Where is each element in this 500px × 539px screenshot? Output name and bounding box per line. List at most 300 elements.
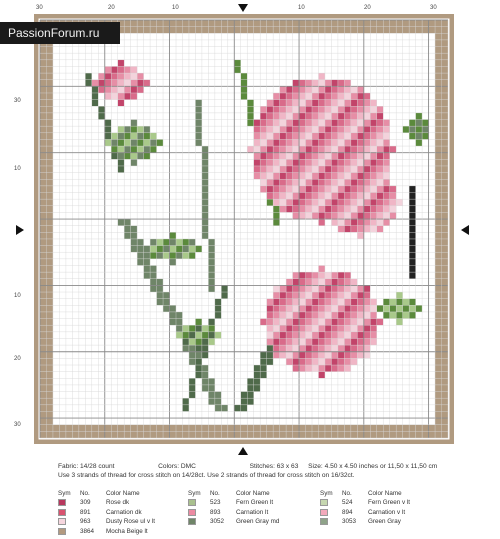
border-stitch — [435, 73, 441, 80]
petal-stitch — [280, 305, 286, 312]
border-stitch — [442, 319, 448, 326]
border-stitch — [40, 53, 46, 60]
ruler-label: 30 — [36, 5, 43, 11]
stem-stitch — [202, 179, 208, 186]
border-stitch — [98, 431, 104, 438]
stem-stitch — [273, 206, 279, 213]
petal-stitch — [267, 193, 273, 200]
border-stitch — [92, 431, 98, 438]
stem-stitch — [241, 405, 247, 412]
stem-stitch — [98, 113, 104, 120]
petal-stitch — [331, 120, 337, 127]
border-stitch — [150, 20, 156, 27]
stem-stitch — [150, 279, 156, 286]
petal-stitch — [357, 146, 363, 153]
scale-stitch — [409, 272, 415, 279]
petal-stitch — [344, 173, 350, 180]
petal-stitch — [325, 120, 331, 127]
petal-stitch — [280, 332, 286, 339]
petal-stitch — [364, 186, 370, 193]
border-stitch — [195, 431, 201, 438]
petal-stitch — [357, 100, 363, 107]
no-header: No. — [80, 490, 90, 497]
border-stitch — [40, 425, 46, 432]
border-stitch — [377, 20, 383, 27]
border-stitch — [442, 206, 448, 213]
petal-stitch — [280, 352, 286, 359]
petal-stitch — [331, 133, 337, 140]
petal-stitch — [312, 126, 318, 133]
petal-stitch — [111, 80, 117, 87]
leaf-stitch — [170, 259, 176, 266]
petal-stitch — [344, 279, 350, 286]
petal-stitch — [344, 193, 350, 200]
petal-stitch — [351, 325, 357, 332]
petal-stitch — [124, 80, 130, 87]
border-stitch — [46, 120, 52, 127]
petal-stitch — [254, 153, 260, 160]
petal-stitch — [370, 206, 376, 213]
border-stitch — [40, 47, 46, 54]
petal-stitch — [260, 126, 266, 133]
petal-stitch — [312, 166, 318, 173]
border-stitch — [46, 212, 52, 219]
leaf-stitch — [182, 246, 188, 253]
ruler-label: 10 — [298, 5, 305, 11]
petal-stitch — [325, 106, 331, 113]
petal-stitch — [299, 365, 305, 372]
petal-stitch — [286, 206, 292, 213]
border-stitch — [435, 378, 441, 385]
petal-stitch — [299, 325, 305, 332]
petal-stitch — [306, 146, 312, 153]
petal-stitch — [293, 86, 299, 93]
border-stitch — [435, 332, 441, 339]
petal-stitch — [318, 358, 324, 365]
petal-stitch — [338, 352, 344, 359]
border-stitch — [208, 425, 214, 432]
name-header: Color Name — [368, 490, 402, 497]
border-stitch — [409, 431, 415, 438]
border-stitch — [170, 27, 176, 34]
border-stitch — [40, 312, 46, 319]
border-stitch — [105, 425, 111, 432]
center-bottom-arrow-icon — [238, 447, 248, 455]
leaf-stitch — [409, 305, 415, 312]
petal-stitch — [338, 299, 344, 306]
border-stitch — [409, 425, 415, 432]
stem-stitch — [208, 265, 214, 272]
petal-stitch — [267, 126, 273, 133]
border-stitch — [150, 27, 156, 34]
petal-stitch — [364, 173, 370, 180]
petal-stitch — [280, 312, 286, 319]
color-swatch — [188, 509, 196, 516]
petal-stitch — [260, 113, 266, 120]
petal-stitch — [273, 139, 279, 146]
petal-stitch — [318, 86, 324, 93]
stem-stitch — [202, 199, 208, 206]
petal-stitch — [338, 312, 344, 319]
border-stitch — [383, 431, 389, 438]
petal-stitch — [331, 159, 337, 166]
leaf-stitch — [383, 312, 389, 319]
stem-stitch — [157, 299, 163, 306]
petal-stitch — [293, 126, 299, 133]
petal-stitch — [325, 292, 331, 299]
petal-stitch — [293, 166, 299, 173]
petal-stitch — [260, 166, 266, 173]
petal-stitch — [98, 80, 104, 87]
border-stitch — [228, 27, 234, 34]
petal-stitch — [273, 345, 279, 352]
petal-stitch — [357, 139, 363, 146]
border-stitch — [40, 332, 46, 339]
border-stitch — [40, 93, 46, 100]
border-stitch — [40, 100, 46, 107]
border-stitch — [377, 431, 383, 438]
stem-stitch — [202, 186, 208, 193]
petal-stitch — [383, 206, 389, 213]
petal-stitch — [306, 272, 312, 279]
stem-stitch — [260, 372, 266, 379]
petal-stitch — [293, 173, 299, 180]
border-stitch — [299, 20, 305, 27]
petal-stitch — [306, 166, 312, 173]
stem-stitch — [170, 319, 176, 326]
border-stitch — [46, 199, 52, 206]
border-stitch — [442, 40, 448, 47]
petal-stitch — [306, 133, 312, 140]
petal-stitch — [344, 139, 350, 146]
border-stitch — [435, 93, 441, 100]
color-swatch — [58, 518, 66, 525]
stem-stitch — [195, 133, 201, 140]
petal-stitch — [280, 338, 286, 345]
petal-stitch — [247, 146, 253, 153]
petal-stitch — [338, 358, 344, 365]
petal-stitch — [357, 352, 363, 359]
petal-stitch — [370, 186, 376, 193]
border-stitch — [182, 431, 188, 438]
border-stitch — [435, 166, 441, 173]
leaf-stitch — [416, 139, 422, 146]
leaf-stitch — [403, 305, 409, 312]
border-stitch — [435, 66, 441, 73]
petal-stitch — [383, 212, 389, 219]
petal-stitch — [377, 159, 383, 166]
leaf-stitch — [131, 153, 137, 160]
petal-stitch — [306, 299, 312, 306]
border-stitch — [118, 425, 124, 432]
border-stitch — [124, 20, 130, 27]
petal-stitch — [273, 325, 279, 332]
petal-stitch — [312, 345, 318, 352]
stem-stitch — [105, 133, 111, 140]
petal-stitch — [370, 325, 376, 332]
leaf-stitch — [416, 113, 422, 120]
key-column — [320, 490, 450, 528]
leaf-stitch — [189, 246, 195, 253]
border-stitch — [442, 120, 448, 127]
petal-stitch — [260, 179, 266, 186]
border-stitch — [442, 106, 448, 113]
border-stitch — [53, 431, 59, 438]
stem-stitch — [170, 305, 176, 312]
petal-stitch — [370, 120, 376, 127]
color-swatch — [320, 509, 328, 516]
petal-stitch — [318, 120, 324, 127]
petal-stitch — [312, 338, 318, 345]
petal-stitch — [306, 212, 312, 219]
stem-stitch — [195, 120, 201, 127]
border-stitch — [351, 27, 357, 34]
stem-stitch — [189, 352, 195, 359]
border-stitch — [435, 265, 441, 272]
key-column — [58, 490, 188, 537]
border-stitch — [435, 33, 441, 40]
petal-stitch — [377, 219, 383, 226]
leaf-stitch — [396, 299, 402, 306]
border-stitch — [46, 299, 52, 306]
stem-stitch — [137, 246, 143, 253]
stem-stitch — [267, 352, 273, 359]
petal-stitch — [306, 93, 312, 100]
petal-stitch — [312, 120, 318, 127]
border-stitch — [312, 425, 318, 432]
border-stitch — [40, 398, 46, 405]
petal-stitch — [299, 133, 305, 140]
petal-stitch — [318, 365, 324, 372]
petal-stitch — [280, 193, 286, 200]
petal-stitch — [331, 193, 337, 200]
petal-stitch — [318, 146, 324, 153]
petal-stitch — [318, 305, 324, 312]
ruler-label: 20 — [364, 5, 371, 11]
scale-stitch — [409, 193, 415, 200]
petal-stitch — [318, 106, 324, 113]
border-stitch — [66, 431, 72, 438]
leaf-stitch — [163, 252, 169, 259]
border-stitch — [66, 425, 72, 432]
border-stitch — [344, 20, 350, 27]
petal-stitch — [325, 358, 331, 365]
petal-stitch — [312, 312, 318, 319]
stem-stitch — [208, 272, 214, 279]
leaf-stitch — [189, 252, 195, 259]
petal-stitch — [293, 80, 299, 87]
border-stitch — [357, 27, 363, 34]
petal-stitch — [318, 73, 324, 80]
border-stitch — [111, 431, 117, 438]
dmc-number: 893 — [210, 508, 221, 516]
border-stitch — [442, 332, 448, 339]
leaf-stitch — [176, 239, 182, 246]
ruler-label: 30 — [430, 5, 437, 11]
border-stitch — [390, 27, 396, 34]
stem-stitch — [208, 279, 214, 286]
petal-stitch — [344, 338, 350, 345]
border-stitch — [422, 431, 428, 438]
petal-stitch — [286, 338, 292, 345]
petal-stitch — [344, 219, 350, 226]
border-stitch — [40, 358, 46, 365]
petal-stitch — [118, 86, 124, 93]
petal-stitch — [286, 139, 292, 146]
petal-stitch — [318, 206, 324, 213]
border-stitch — [40, 372, 46, 379]
petal-stitch — [318, 338, 324, 345]
border-stitch — [40, 139, 46, 146]
petal-stitch — [273, 305, 279, 312]
petal-stitch — [325, 86, 331, 93]
border-stitch — [422, 425, 428, 432]
petal-stitch — [318, 272, 324, 279]
border-stitch — [435, 279, 441, 286]
border-stitch — [435, 372, 441, 379]
border-stitch — [364, 431, 370, 438]
petal-stitch — [331, 93, 337, 100]
petal-stitch — [137, 86, 143, 93]
petal-stitch — [377, 126, 383, 133]
leaf-stitch — [157, 239, 163, 246]
border-stitch — [442, 113, 448, 120]
petal-stitch — [318, 133, 324, 140]
stem-stitch — [170, 312, 176, 319]
border-stitch — [435, 425, 441, 432]
border-stitch — [202, 425, 208, 432]
petal-stitch — [312, 285, 318, 292]
border-stitch — [325, 425, 331, 432]
border-stitch — [435, 299, 441, 306]
border-stitch — [273, 431, 279, 438]
petal-stitch — [377, 319, 383, 326]
stem-stitch — [208, 285, 214, 292]
stem-stitch — [137, 252, 143, 259]
border-stitch — [46, 232, 52, 239]
petal-stitch — [370, 100, 376, 107]
scale-stitch — [409, 199, 415, 206]
petal-stitch — [306, 86, 312, 93]
petal-stitch — [312, 299, 318, 306]
petal-stitch — [325, 153, 331, 160]
cross-stitch-chart — [34, 14, 454, 444]
border-stitch — [435, 120, 441, 127]
petal-stitch — [299, 179, 305, 186]
petal-stitch — [312, 332, 318, 339]
border-stitch — [435, 305, 441, 312]
border-stitch — [46, 325, 52, 332]
petal-stitch — [293, 179, 299, 186]
petal-stitch — [364, 193, 370, 200]
stem-stitch — [247, 398, 253, 405]
border-stitch — [364, 27, 370, 34]
petal-stitch — [338, 179, 344, 186]
petal-stitch — [357, 312, 363, 319]
border-stitch — [280, 425, 286, 432]
border-stitch — [318, 27, 324, 34]
petal-stitch — [370, 319, 376, 326]
border-stitch — [46, 60, 52, 67]
petal-stitch — [325, 113, 331, 120]
border-stitch — [144, 431, 150, 438]
border-stitch — [40, 405, 46, 412]
no-header: No. — [210, 490, 220, 497]
petal-stitch — [357, 292, 363, 299]
leaf-stitch — [137, 153, 143, 160]
petal-stitch — [254, 166, 260, 173]
border-stitch — [442, 199, 448, 206]
petal-stitch — [312, 199, 318, 206]
petal-stitch — [331, 212, 337, 219]
stem-stitch — [163, 292, 169, 299]
border-stitch — [176, 425, 182, 432]
petal-stitch — [351, 305, 357, 312]
border-stitch — [370, 27, 376, 34]
petal-stitch — [370, 153, 376, 160]
border-stitch — [403, 431, 409, 438]
border-stitch — [442, 173, 448, 180]
color-name: Dusty Rose ul v lt — [106, 518, 155, 526]
border-stitch — [416, 27, 422, 34]
petal-stitch — [299, 272, 305, 279]
petal-stitch — [364, 345, 370, 352]
stem-stitch — [202, 206, 208, 213]
border-stitch — [442, 232, 448, 239]
petal-stitch — [344, 345, 350, 352]
petal-stitch — [267, 146, 273, 153]
border-stitch — [370, 20, 376, 27]
ruler-label: 10 — [172, 5, 179, 11]
petal-stitch — [351, 120, 357, 127]
border-stitch — [46, 385, 52, 392]
border-stitch — [46, 166, 52, 173]
border-stitch — [442, 418, 448, 425]
petal-stitch — [331, 285, 337, 292]
petal-stitch — [111, 86, 117, 93]
petal-stitch — [260, 120, 266, 127]
petal-stitch — [331, 206, 337, 213]
border-stitch — [351, 20, 357, 27]
border-stitch — [40, 431, 46, 438]
border-stitch — [442, 265, 448, 272]
leaf-stitch — [137, 139, 143, 146]
stem-stitch — [208, 392, 214, 399]
petal-stitch — [299, 212, 305, 219]
petal-stitch — [338, 226, 344, 233]
color-swatch — [320, 499, 328, 506]
leaf-stitch — [176, 252, 182, 259]
leaf-stitch — [157, 252, 163, 259]
stem-stitch — [124, 219, 130, 226]
border-stitch — [260, 20, 266, 27]
petal-stitch — [325, 133, 331, 140]
border-stitch — [40, 272, 46, 279]
petal-stitch — [286, 305, 292, 312]
border-stitch — [202, 20, 208, 27]
petal-stitch — [390, 193, 396, 200]
leaf-stitch — [409, 299, 415, 306]
stem-stitch — [208, 319, 214, 326]
petal-stitch — [351, 285, 357, 292]
petal-stitch — [267, 166, 273, 173]
petal-stitch — [267, 319, 273, 326]
petal-stitch — [338, 120, 344, 127]
border-stitch — [442, 325, 448, 332]
border-stitch — [137, 431, 143, 438]
border-stitch — [338, 431, 344, 438]
border-stitch — [234, 20, 240, 27]
